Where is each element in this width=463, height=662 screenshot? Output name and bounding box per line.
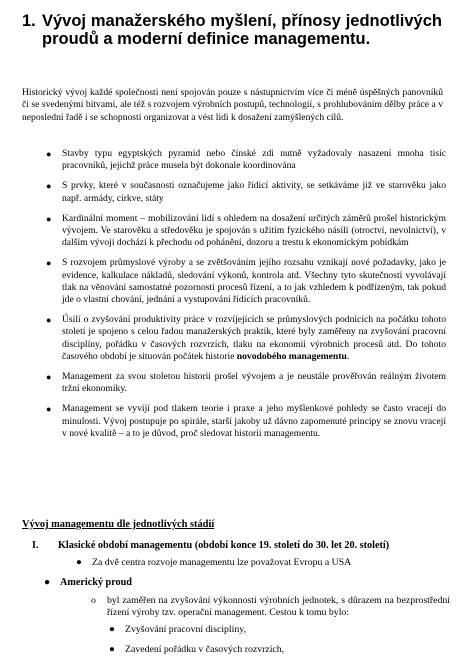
bullet-icon: ● bbox=[46, 315, 52, 326]
roman-numeral: I. bbox=[32, 540, 39, 551]
intro-paragraph: Historický vývoj každé společnosti není spojován pouze s nástupnictvím více či méně úspěšných panovníků či se svedenými bitvami, ale též s rozvojem výrobních postupů, technologií, s prohlubováním dělby práce a v neposlední řadě i se schopností organizovat a vést lidi k dosažení zamýšlených cílů. bbox=[22, 87, 443, 123]
bullet-list-item bbox=[46, 148, 446, 172]
section-title: Vývoj managementu dle jednotlivých stádií bbox=[22, 519, 215, 530]
bullet-icon: ● bbox=[76, 557, 82, 568]
circle-bullet-icon: o bbox=[91, 595, 96, 606]
bullet-text: Management se vyvíjí pod tlakem teorie i praxe a jeho myšlenkové pohledy se často vracejí do minulosti. Vývoj postupuje po spirále, starší jakoby už dávno zapomenuté principy se znovu vracejí v nové kvalitě – a to je důvod, proč sledovat historii managementu. bbox=[62, 403, 446, 439]
bullet-text: Management za svou stoletou historii prošel vývojem a je neustále prověřován reálným životem tržní ekonomiky. bbox=[62, 371, 446, 395]
bullet-list-item bbox=[46, 212, 446, 250]
bullet-list-item bbox=[46, 371, 446, 395]
bullet-text: S prvky, které v současnosti označujeme jako řídicí aktivity, se setkáváme již ve starověku jako např. armády, církve, státy bbox=[62, 180, 446, 204]
bullet-icon: ● bbox=[46, 258, 52, 269]
bullet-icon: ● bbox=[46, 149, 52, 159]
bullet-text: Stavby typu egyptských pyramid nebo čínské zdi nutně vyžadovaly nasazení mnoha tisíc pracovníků, jejichž práce musela být dokonale koordinována bbox=[62, 148, 446, 172]
bullet-icon: ● bbox=[44, 577, 51, 588]
american-stream-title: Americký proud bbox=[60, 577, 132, 588]
bullet-icon: ● bbox=[46, 372, 52, 383]
roman-item-text: Klasické období managementu (období konce 19. století do 30. let 20. století) bbox=[58, 540, 390, 551]
chapter-heading bbox=[22, 12, 442, 48]
bullet-tail-text: . bbox=[346, 350, 350, 362]
list-item-text: Zavedení pořádku v časových rozvrzích, bbox=[125, 644, 285, 655]
bullet-text: S rozvojem průmyslové výroby a se zvětšováním jejího rozsahu vznikají nové požadavky, jako je evidence, kalkulace nákladů, sledování výkonů, kontrola atd. Všechny tyto skutečnosti vyvolávají tlak na věnování samostatné pozornosti procesů řízení, a to jak vzhledem k podřízeným, tak pokud jde o vlastní chování, jednání a vystupování řídících pracovníků. bbox=[62, 257, 446, 306]
bullet-bold-text: novodobého managementu bbox=[236, 350, 347, 362]
bullet-icon: ● bbox=[109, 644, 115, 655]
bullet-icon: ● bbox=[109, 624, 115, 635]
bullet-text: Kardinální moment – mobilizování lidí s ohledem na dosažení určitých záměrů prošel historickým vývojem. Ve starověku a středověku je spojován s užitím fyzického násilí (otroctví, nevolnictví), v dalším vývoji dochází k přechodu od pohánění, dozoru a trestu k ekonomickým pobídkám bbox=[62, 212, 446, 249]
american-stream-text: byl zaměřen na zvyšování výkonnosti výrobních jednotek, s důrazem na bezprostřední řízení výroby tzv. operační management. Cestou k tomu bylo: bbox=[107, 595, 450, 619]
bullet-icon: ● bbox=[46, 213, 52, 224]
list-item-text: Zvyšování pracovní disciplíny, bbox=[125, 624, 246, 635]
bullet-list-item bbox=[46, 403, 446, 440]
chapter-title: Vývoj manažerského myšlení, přínosy jednotlivých proudů a moderní definice managementu. bbox=[42, 12, 442, 48]
bullet-list-item bbox=[46, 180, 446, 204]
bullet-icon: ● bbox=[46, 181, 52, 192]
list-item bbox=[109, 624, 246, 635]
bullet-icon: ● bbox=[46, 404, 52, 415]
bullet-list-item bbox=[46, 257, 446, 306]
roman-sub-text: Za dvě centra rozvoje managementu lze považovat Evropu a USA bbox=[92, 557, 352, 568]
bullet-list bbox=[0, 148, 463, 448]
chapter-number: 1. bbox=[22, 12, 36, 30]
list-item bbox=[109, 644, 285, 655]
bullet-text: Úsilí o zvyšování produktivity práce v rozvíjejících se průmyslových podnicích na počátku tohoto století je spojeno s celou řadou manažerských praktik, které byly zaměřeny na zvyšování pracovní disciplíny, pořádku v časových rozvrzích, tlaku na ekonomii výrobních procesů atd. Do tohoto časového období je situován počátek historie bbox=[62, 314, 446, 362]
american-stream-heading bbox=[44, 577, 132, 588]
bullet-list-item bbox=[46, 314, 446, 363]
american-stream-description bbox=[91, 595, 450, 619]
roman-sub-item bbox=[76, 557, 352, 568]
